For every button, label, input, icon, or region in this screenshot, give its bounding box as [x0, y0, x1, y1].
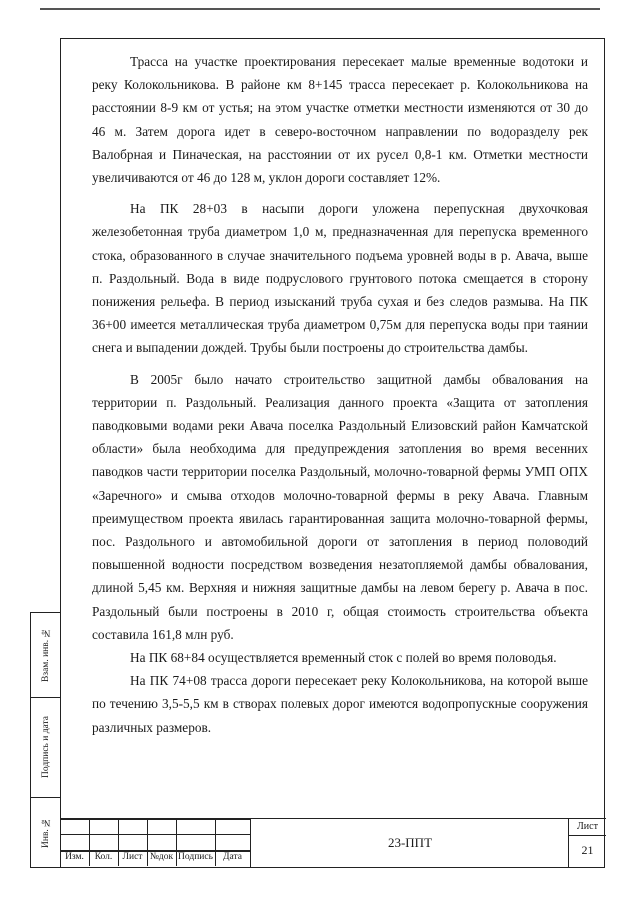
side-cell-podpis — [31, 697, 61, 798]
sheet-label: Лист — [577, 821, 598, 832]
sheet-number: 21 — [581, 843, 594, 857]
sheet-box — [568, 818, 606, 867]
paragraph-4: На ПК 68+84 осуществляется временный сток с полей во время половодья. — [130, 650, 557, 666]
paragraph-5: На ПК 74+08 трасса дороги пересекает реку Колокольникова, на которой выше по течению 3,5-5,5 км в створах полевых дорог имеются водопропускные сооружения различных размеров. — [92, 673, 588, 735]
paragraph-1: Трасса на участке проектирования пересекает малые временные водотоки и реку Колокольникова. В районе км 8+145 трасса пересекает р. Колокольникова на расстоянии 8-9 км от устья; на этом участке отметки местности изменяются от 30 до 46 м. Затем дорога идет в северо-восточном направлении по водоразделу рек Валобрная и Пиначеская, на расстоянии от их русел 0,8-1 км. Отметки местности увеличиваются от 46 до 128 м, уклон дороги составляет 12%. — [92, 54, 588, 186]
document-code: 23-ППТ — [250, 818, 569, 867]
side-label-inv: Инв. № — [41, 816, 51, 848]
scan-top-edge-line — [40, 8, 600, 10]
header-list: Лист — [122, 852, 143, 862]
side-cell-vzam — [31, 613, 61, 698]
header-izm: Изм. — [65, 852, 84, 862]
header-ndok: №док — [149, 852, 174, 862]
header-data: Дата — [223, 852, 242, 862]
paragraph-2: На ПК 28+03 в насыпи дороги уложена перепускная двухочковая железобетонная труба диаметром 1,0 м, предназначенная для перепуска временного стока, образованного в случае значительного подъема уровней воды в р. Авача, выше п. Раздольный. Вода в виде подруслового грунтового потока смещается в сторону понижения рельефа. В период изысканий труба сухая и без следов размыва. На ПК 36+00 имеется металлическая труба диаметром 0,75м для перепуска воды при таянии снега и выпадении дождей. Трубы были построены до строительства дамбы. — [92, 201, 588, 356]
revision-table — [60, 818, 250, 866]
side-cell-inv — [31, 797, 61, 867]
header-podpis: Подпись — [178, 852, 213, 862]
title-block — [60, 818, 605, 866]
side-stamp — [30, 612, 61, 868]
header-kol: Кол. — [94, 852, 113, 862]
side-label-podpis: Подпись и дата — [41, 716, 51, 779]
paragraph-3: В 2005г было начато строительство защитной дамбы обвалования на территории п. Раздольный. Реализация данного проекта «Защита от затопления паводковыми водами реки Авача поселка Раздольный Елизовский район Камчатской области» была необходима для предупреждения затопления во время весенних паводков части территории поселка Раздольный, молочно-товарной фермы УМП ОПХ «Заречного» и смыва отходов молочно-товарной фермы в реку Авача. Главным преимуществом проекта явилась гарантированная защита молочно-товарной фермы, пос. Раздольного и автомобильной дороги от затопления в период половодий повышенной водности посредством возведения незатопляемой дамбы обвалования, длиной 5,45 км. Верхняя и нижняя защитные дамбы на левом берегу р. Авача в пос. Раздольный были построены в 2010 г, общая стоимость строительства объекта составила 161,8 млн руб. — [92, 371, 588, 642]
document-body — [92, 50, 588, 739]
side-label-vzam: Взам. инв. № — [41, 627, 51, 683]
